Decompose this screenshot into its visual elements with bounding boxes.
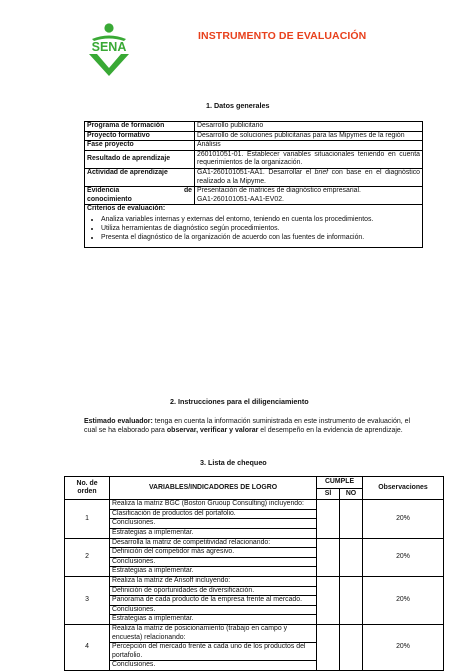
indicator: Estrategias a implementar. — [110, 528, 317, 538]
indicator: Conclusiones. — [110, 557, 317, 567]
order-number: 1 — [65, 500, 110, 538]
indicator: Clasificación de productos del portafolio. — [110, 509, 317, 519]
no-cell[interactable] — [340, 576, 363, 624]
table-row — [85, 141, 423, 151]
table-row — [65, 576, 444, 586]
indicator: Desarrolla la matriz de competitividad relacionando: — [110, 538, 317, 548]
evidencia-label-word: conocimiento — [87, 195, 132, 203]
si-cell[interactable] — [317, 538, 340, 576]
indicator: Estrategias a implementar. — [110, 567, 317, 577]
no-cell[interactable] — [340, 538, 363, 576]
document-title: INSTRUMENTO DE EVALUACIÓN — [198, 30, 367, 42]
checklist-table — [64, 476, 444, 671]
sena-logo — [84, 20, 134, 76]
si-cell[interactable] — [317, 500, 340, 538]
general-data-table — [84, 121, 423, 248]
row-value: Desarrollo de soluciones publicitarias para las Mipymes de la región — [195, 131, 423, 141]
logo-head — [104, 23, 113, 32]
col-header-cumple: CUMPLE — [317, 477, 363, 489]
evidencia-label-word: de — [183, 187, 192, 195]
criteria-label: Criterios de evaluación: — [87, 205, 166, 213]
instructions-lead: Estimado evaluador: — [84, 418, 153, 425]
instructions-bold: observar, verificar y valorar — [166, 426, 259, 434]
instructions-text: tenga en cuenta la información suministrada en este instrumento de evaluación, el cual se ha elaborado para — [84, 418, 411, 434]
indicator: Conclusiones. — [110, 519, 317, 529]
col-header-num: No. de orden — [65, 477, 110, 500]
table-row — [85, 122, 423, 132]
table-row — [65, 538, 444, 548]
table-row — [85, 187, 423, 205]
indicator: Percepción del mercado frente a cada uno de los productos del portafolio. — [110, 643, 317, 661]
list-item: • Utiliza herramientas de diagnóstico según procedimientos. — [101, 225, 420, 234]
table-row — [85, 205, 423, 247]
col-header-obs: Observaciones — [363, 477, 444, 500]
si-cell[interactable] — [317, 576, 340, 624]
indicator: Estrategias a implementar. — [110, 615, 317, 625]
indicator: Conclusiones. — [110, 605, 317, 615]
row-label: Actividad de aprendizaje — [85, 168, 195, 186]
indicator: Realiza la matriz de posicionamiento (trabajo en campo y encuesta) relacionando: — [110, 624, 317, 642]
evidencia-code: GA1-260101051-AA1-EV02. — [197, 195, 284, 203]
observation: 20% — [363, 538, 444, 576]
criteria-list — [87, 216, 420, 243]
row-label: Proyecto formativo — [85, 131, 195, 141]
evidencia-label-word: Evidencia — [87, 187, 120, 195]
indicator: Realiza la matriz de Ansoff incluyendo: — [110, 576, 317, 586]
table-row — [65, 624, 444, 642]
actividad-brief: brief — [314, 168, 329, 176]
observation: 20% — [363, 576, 444, 624]
col-header-variables: VARIABLES/INDICADORES DE LOGRO — [110, 477, 317, 500]
order-number: 2 — [65, 538, 110, 576]
si-cell[interactable] — [317, 624, 340, 670]
table-row — [85, 168, 423, 186]
row-value: Desarrollo publicitario — [195, 122, 423, 132]
header-row — [65, 477, 444, 489]
row-value: Análisis — [195, 141, 423, 151]
row-value — [195, 168, 423, 186]
logo-text: SENA — [91, 40, 127, 54]
indicator: Panorama de cada producto de la empresa frente al mercado. — [110, 596, 317, 606]
instructions-paragraph — [84, 418, 422, 436]
table-row — [85, 150, 423, 168]
instructions-text: el desempeño en la evidencia de aprendizaje. — [258, 426, 403, 434]
no-cell[interactable] — [340, 624, 363, 670]
observation: 20% — [363, 500, 444, 538]
order-number: 4 — [65, 624, 110, 670]
indicator: Realiza la matriz BGC (Boston Gruoup Consulting) incluyendo: — [110, 500, 317, 510]
logo-figure — [89, 54, 129, 76]
col-header-no: NO — [340, 488, 363, 500]
indicator: Definición del competidor más agresivo. — [110, 548, 317, 558]
row-label: Programa de formación — [85, 122, 195, 132]
row-value: 260101051-01. Establecer variables situacionales teniendo en cuenta requerimientos de la organización. — [195, 150, 423, 168]
list-item: • Presenta el diagnóstico de la organización de acuerdo con las fuentes de información. — [101, 234, 420, 243]
no-cell[interactable] — [340, 500, 363, 538]
observation: 20% — [363, 624, 444, 670]
col-header-si: SÍ — [317, 488, 340, 500]
order-number: 3 — [65, 576, 110, 624]
indicator: Definición de oportunidades de diversificación. — [110, 586, 317, 596]
list-item: • Analiza variables internas y externas del entorno, teniendo en cuenta los procedimientos. — [101, 216, 420, 225]
row-label — [85, 187, 195, 205]
section-2-title: 2. Instrucciones para el diligenciamiento — [170, 397, 309, 406]
section-1-title: 1. Datos generales — [206, 101, 270, 110]
actividad-text-post: con base en el diagnóstico realizado a la Mipyme. — [197, 168, 421, 185]
indicator: Conclusiones. — [110, 661, 317, 671]
actividad-text-pre: GA1-260101051-AA1. Desarrollar el — [197, 168, 315, 176]
table-row — [85, 131, 423, 141]
row-value — [195, 187, 423, 205]
row-label: Fase proyecto — [85, 141, 195, 151]
section-3-title: 3. Lista de chequeo — [200, 458, 267, 467]
table-row — [65, 500, 444, 510]
row-label: Resultado de aprendizaje — [85, 150, 195, 168]
evidencia-line: Presentación de matrices de diagnóstico empresarial. — [197, 187, 361, 195]
criteria-cell — [85, 205, 423, 247]
